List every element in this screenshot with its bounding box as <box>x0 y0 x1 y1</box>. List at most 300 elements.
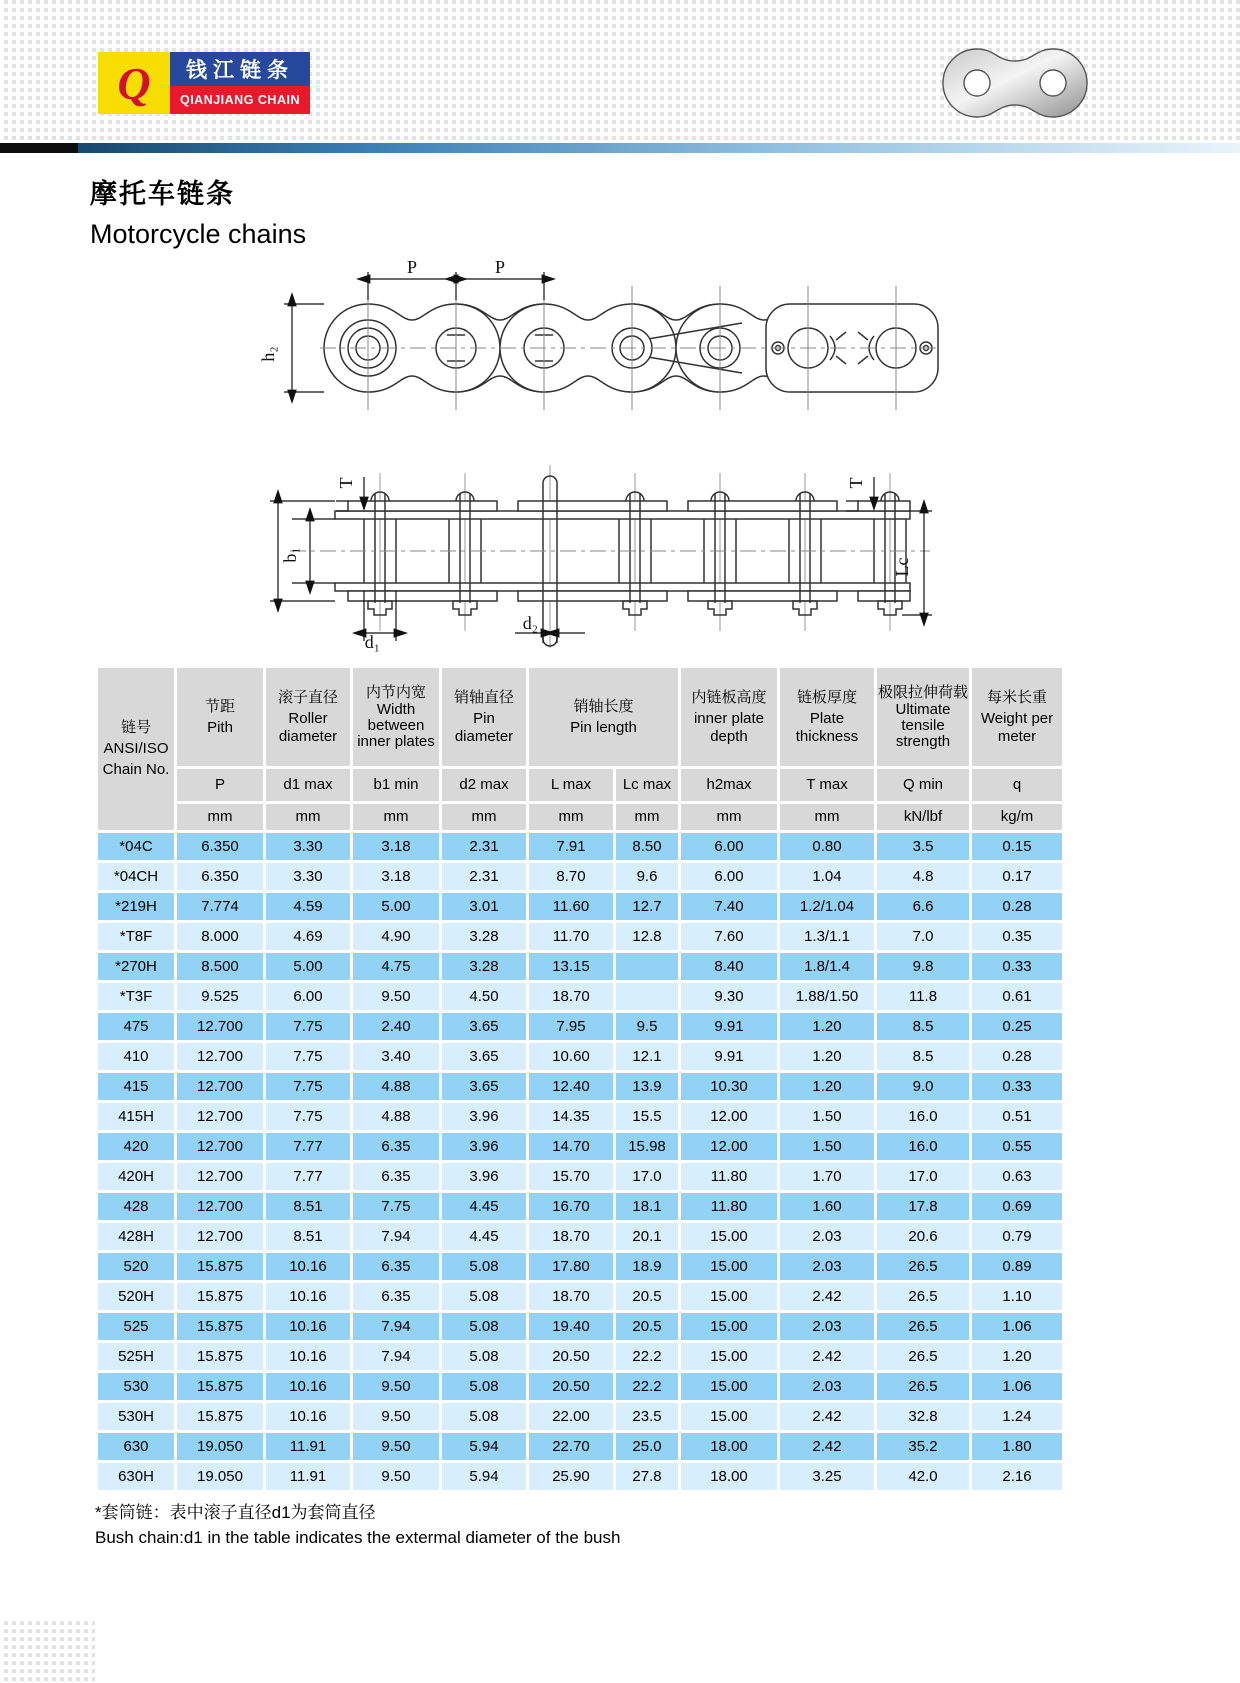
table-cell: 25.0 <box>616 1433 678 1460</box>
table-cell: 15.98 <box>616 1133 678 1160</box>
chain-no-cell: 415H <box>98 1103 174 1130</box>
table-cell: 6.35 <box>353 1283 439 1310</box>
table-cell: 9.0 <box>877 1073 969 1100</box>
table-cell: 7.60 <box>681 923 777 950</box>
table-cell: 4.88 <box>353 1073 439 1100</box>
chain-no-cell: *04C <box>98 833 174 860</box>
table-cell: 0.33 <box>972 953 1062 980</box>
table-cell: 15.00 <box>681 1313 777 1340</box>
table-cell: 20.1 <box>616 1223 678 1250</box>
table-cell: 11.8 <box>877 983 969 1010</box>
table-cell: 2.42 <box>780 1403 874 1430</box>
table-cell: 5.94 <box>442 1433 526 1460</box>
table-cell: 12.1 <box>616 1043 678 1070</box>
table-cell: 7.40 <box>681 893 777 920</box>
chain-no-cell: 428H <box>98 1223 174 1250</box>
table-cell <box>616 953 678 980</box>
chain-no-cell: 520 <box>98 1253 174 1280</box>
chain-col-cn: 链号 <box>120 719 151 736</box>
table-cell: 18.00 <box>681 1433 777 1460</box>
table-cell: 8.000 <box>177 923 263 950</box>
chain-no-cell: *T8F <box>98 923 174 950</box>
chain-no-cell: 475 <box>98 1013 174 1040</box>
table-cell: 6.35 <box>353 1133 439 1160</box>
table-row <box>98 1283 1062 1310</box>
col-header-inner-width <box>353 668 439 766</box>
table-cell: 14.70 <box>529 1133 613 1160</box>
table-cell: 0.80 <box>780 833 874 860</box>
table-row <box>98 983 1062 1010</box>
unit-p: mm <box>177 804 263 830</box>
table-cell: 1.60 <box>780 1193 874 1220</box>
table-cell: 16.0 <box>877 1133 969 1160</box>
divider-black-segment <box>0 143 78 153</box>
table-cell: 2.40 <box>353 1013 439 1040</box>
pitch-cn: 节距 <box>204 697 235 715</box>
table-cell: 3.25 <box>780 1463 874 1490</box>
table-cell: 5.00 <box>266 953 350 980</box>
table-cell: 6.350 <box>177 863 263 890</box>
table-cell: 26.5 <box>877 1343 969 1370</box>
table-cell: 1.04 <box>780 863 874 890</box>
table-cell: 3.96 <box>442 1133 526 1160</box>
table-cell: 13.9 <box>616 1073 678 1100</box>
table-cell: 14.35 <box>529 1103 613 1130</box>
table-row <box>98 1193 1062 1220</box>
chain-no-cell: 420H <box>98 1163 174 1190</box>
chain-no-cell: 428 <box>98 1193 174 1220</box>
table-cell: 9.50 <box>353 1433 439 1460</box>
table-cell: 3.28 <box>442 953 526 980</box>
table-row <box>98 1043 1062 1070</box>
table-cell: 1.88/1.50 <box>780 983 874 1010</box>
table-row <box>98 833 1062 860</box>
unit-h2: mm <box>681 804 777 830</box>
col-header-roller-diameter <box>266 668 350 766</box>
table-cell: 22.00 <box>529 1403 613 1430</box>
roller-en: Roller diameter <box>278 709 338 745</box>
table-cell: 6.35 <box>353 1163 439 1190</box>
col-header-weight <box>972 668 1062 766</box>
table-cell: 11.70 <box>529 923 613 950</box>
table-cell: 3.96 <box>442 1103 526 1130</box>
table-cell: 9.50 <box>353 983 439 1010</box>
table-cell: 15.70 <box>529 1163 613 1190</box>
table-cell: 19.050 <box>177 1463 263 1490</box>
table-cell: 15.00 <box>681 1283 777 1310</box>
footnotes <box>95 1498 620 1548</box>
table-row <box>98 923 1062 950</box>
table-cell: 15.5 <box>616 1103 678 1130</box>
sym-d1: d1 max <box>266 769 350 801</box>
table-cell: 1.24 <box>972 1403 1062 1430</box>
table-cell: 7.94 <box>353 1343 439 1370</box>
dim-label-p1: P <box>406 260 418 277</box>
table-cell: 7.75 <box>266 1043 350 1070</box>
table-cell: 1.06 <box>972 1373 1062 1400</box>
table-cell: 3.30 <box>266 833 350 860</box>
unit-q: kg/m <box>972 804 1062 830</box>
table-cell <box>616 983 678 1010</box>
table-cell: 9.50 <box>353 1403 439 1430</box>
col-header-inner-plate-depth <box>681 668 777 766</box>
table-cell: 9.8 <box>877 953 969 980</box>
table-cell: 13.15 <box>529 953 613 980</box>
table-cell: 10.16 <box>266 1313 350 1340</box>
dim-label-p2: P <box>494 260 506 277</box>
table-cell: 7.77 <box>266 1163 350 1190</box>
chain-plan-view-diagram <box>240 443 940 653</box>
table-cell: 15.875 <box>177 1403 263 1430</box>
table-cell: 10.16 <box>266 1343 350 1370</box>
table-cell: 0.63 <box>972 1163 1062 1190</box>
table-row <box>98 953 1062 980</box>
table-cell: 20.50 <box>529 1373 613 1400</box>
table-cell: 15.00 <box>681 1253 777 1280</box>
table-cell: 9.6 <box>616 863 678 890</box>
table-cell: 15.00 <box>681 1223 777 1250</box>
table-cell: 8.50 <box>616 833 678 860</box>
chain-no-cell: 630H <box>98 1463 174 1490</box>
col-header-pin-diameter <box>442 668 526 766</box>
chain-no-cell: 525H <box>98 1343 174 1370</box>
table-cell: 0.69 <box>972 1193 1062 1220</box>
depth-en: inner plate depth <box>693 709 765 745</box>
thick-en: Plate thickness <box>795 709 859 745</box>
table-cell: 2.03 <box>780 1223 874 1250</box>
col-header-pitch <box>177 668 263 766</box>
table-cell: 0.25 <box>972 1013 1062 1040</box>
table-cell: 3.18 <box>353 863 439 890</box>
table-cell: 35.2 <box>877 1433 969 1460</box>
table-cell: 19.40 <box>529 1313 613 1340</box>
table-cell: 12.700 <box>177 1223 263 1250</box>
table-cell: 10.16 <box>266 1373 350 1400</box>
weight-cn: 每米长重 <box>986 688 1047 706</box>
table-cell: 1.70 <box>780 1163 874 1190</box>
table-cell: 1.50 <box>780 1133 874 1160</box>
table-cell: 15.875 <box>177 1313 263 1340</box>
chain-no-cell: *219H <box>98 893 174 920</box>
table-cell: 1.20 <box>972 1343 1062 1370</box>
table-cell: 7.94 <box>353 1223 439 1250</box>
table-cell: 16.0 <box>877 1103 969 1130</box>
table-cell: 1.8/1.4 <box>780 953 874 980</box>
table-cell: 1.3/1.1 <box>780 923 874 950</box>
table-cell: 12.8 <box>616 923 678 950</box>
table-cell: 8.5 <box>877 1013 969 1040</box>
col-header-tensile-strength <box>877 668 969 766</box>
table-cell: 22.2 <box>616 1373 678 1400</box>
table-cell: 0.89 <box>972 1253 1062 1280</box>
page-title-cn: 摩托车链条 <box>90 179 235 209</box>
sym-q-min: Q min <box>877 769 969 801</box>
table-cell: 5.94 <box>442 1463 526 1490</box>
table-cell: 1.50 <box>780 1103 874 1130</box>
table-cell: 15.875 <box>177 1343 263 1370</box>
logo-name-cn: 钱江链条 <box>170 52 310 86</box>
table-cell: 4.45 <box>442 1193 526 1220</box>
pinlen-en: Pin length <box>570 718 637 736</box>
table-cell: 8.500 <box>177 953 263 980</box>
table-cell: 10.60 <box>529 1043 613 1070</box>
table-row <box>98 1163 1062 1190</box>
table-row <box>98 1013 1062 1040</box>
table-cell: 5.08 <box>442 1313 526 1340</box>
table-cell: 18.9 <box>616 1253 678 1280</box>
dim-label-t-left: T <box>336 477 356 489</box>
chain-side-view-diagram <box>250 260 940 432</box>
sym-lc: Lc max <box>616 769 678 801</box>
col-header-pin-length <box>529 668 678 766</box>
table-cell: 1.06 <box>972 1313 1062 1340</box>
table-cell: 4.45 <box>442 1223 526 1250</box>
table-cell: 5.08 <box>442 1403 526 1430</box>
table-cell: 4.59 <box>266 893 350 920</box>
unit-d1: mm <box>266 804 350 830</box>
table-cell: 8.51 <box>266 1193 350 1220</box>
table-cell: 5.08 <box>442 1343 526 1370</box>
chain-no-cell: 630 <box>98 1433 174 1460</box>
table-cell: 2.16 <box>972 1463 1062 1490</box>
table-cell: 26.5 <box>877 1313 969 1340</box>
divider-blue-gradient <box>78 143 1240 153</box>
table-cell: 5.00 <box>353 893 439 920</box>
table-cell: 18.70 <box>529 1283 613 1310</box>
chain-col-en1: ANSI/ISO <box>103 740 169 757</box>
header-band <box>0 0 1240 143</box>
table-row <box>98 1403 1062 1430</box>
chain-no-cell: 520H <box>98 1283 174 1310</box>
table-cell: 11.80 <box>681 1163 777 1190</box>
table-cell: 9.50 <box>353 1373 439 1400</box>
unit-t: mm <box>780 804 874 830</box>
table-cell: 3.65 <box>442 1013 526 1040</box>
table-row <box>98 893 1062 920</box>
chain-no-cell: 525 <box>98 1313 174 1340</box>
tensile-cn: 极限拉伸荷载 <box>877 684 968 702</box>
table-row <box>98 1343 1062 1370</box>
table-cell: 6.6 <box>877 893 969 920</box>
table-cell: 15.00 <box>681 1373 777 1400</box>
table-cell: 12.700 <box>177 1013 263 1040</box>
table-cell: 6.00 <box>681 833 777 860</box>
spec-table-body <box>98 833 1062 1490</box>
dim-label-b1: b₁ <box>280 547 300 563</box>
table-cell: 6.00 <box>681 863 777 890</box>
table-cell: 7.75 <box>266 1103 350 1130</box>
table-cell: 7.77 <box>266 1133 350 1160</box>
table-cell: 26.5 <box>877 1373 969 1400</box>
table-cell: 2.42 <box>780 1343 874 1370</box>
spec-table-wrap <box>95 665 1065 1493</box>
spec-table <box>95 665 1065 1493</box>
company-logo <box>98 52 310 114</box>
table-cell: 16.70 <box>529 1193 613 1220</box>
table-cell: 15.875 <box>177 1253 263 1280</box>
table-cell: 0.33 <box>972 1073 1062 1100</box>
table-cell: 2.31 <box>442 863 526 890</box>
table-cell: 11.60 <box>529 893 613 920</box>
sym-h2: h2max <box>681 769 777 801</box>
table-cell: 3.5 <box>877 833 969 860</box>
logo-monogram-icon: Q <box>98 52 170 114</box>
table-cell: 4.50 <box>442 983 526 1010</box>
dim-label-h2: h₂ <box>258 346 278 362</box>
table-cell: 7.94 <box>353 1313 439 1340</box>
table-cell: 9.91 <box>681 1013 777 1040</box>
sym-l: L max <box>529 769 613 801</box>
table-cell: 20.5 <box>616 1283 678 1310</box>
table-cell: 11.91 <box>266 1433 350 1460</box>
table-cell: 42.0 <box>877 1463 969 1490</box>
logo-name-en: QIANJIANG CHAIN <box>170 86 310 114</box>
chain-no-cell: 420 <box>98 1133 174 1160</box>
table-cell: 11.80 <box>681 1193 777 1220</box>
table-cell: 2.03 <box>780 1373 874 1400</box>
table-cell: 20.50 <box>529 1343 613 1370</box>
table-cell: 3.18 <box>353 833 439 860</box>
sym-q: q <box>972 769 1062 801</box>
table-cell: 1.10 <box>972 1283 1062 1310</box>
table-cell: 3.28 <box>442 923 526 950</box>
table-cell: 12.700 <box>177 1163 263 1190</box>
table-cell: 25.90 <box>529 1463 613 1490</box>
table-cell: 3.65 <box>442 1073 526 1100</box>
title-block <box>90 172 306 250</box>
table-cell: 2.31 <box>442 833 526 860</box>
pinlen-cn: 销轴长度 <box>573 697 634 715</box>
table-cell: 2.03 <box>780 1313 874 1340</box>
table-row <box>98 1253 1062 1280</box>
table-cell: 3.01 <box>442 893 526 920</box>
table-cell: 15.875 <box>177 1373 263 1400</box>
chain-no-cell: 530 <box>98 1373 174 1400</box>
table-cell: 4.75 <box>353 953 439 980</box>
chain-no-cell: *270H <box>98 953 174 980</box>
pitch-en: Pith <box>207 718 233 736</box>
table-cell: 8.5 <box>877 1043 969 1070</box>
table-cell: 1.20 <box>780 1043 874 1070</box>
logo-text <box>170 52 310 114</box>
table-row <box>98 1313 1062 1340</box>
table-cell: 0.79 <box>972 1223 1062 1250</box>
unit-b1: mm <box>353 804 439 830</box>
unit-q-min: kN/lbf <box>877 804 969 830</box>
table-row <box>98 1373 1062 1400</box>
chain-no-cell: *T3F <box>98 983 174 1010</box>
table-cell: 12.00 <box>681 1133 777 1160</box>
table-cell: 20.6 <box>877 1223 969 1250</box>
table-row <box>98 1133 1062 1160</box>
table-cell: 10.16 <box>266 1253 350 1280</box>
table-cell: 18.70 <box>529 983 613 1010</box>
table-cell: 9.50 <box>353 1463 439 1490</box>
table-cell: 4.90 <box>353 923 439 950</box>
weight-en: Weight per meter <box>980 709 1054 745</box>
table-cell: 27.8 <box>616 1463 678 1490</box>
tensile-en: Ultimate tensile strength <box>895 701 951 750</box>
table-cell: 20.5 <box>616 1313 678 1340</box>
table-cell: 1.2/1.04 <box>780 893 874 920</box>
table-cell: 12.700 <box>177 1193 263 1220</box>
col-header-chain-no <box>98 668 174 830</box>
table-cell: 3.40 <box>353 1043 439 1070</box>
table-cell: 23.5 <box>616 1403 678 1430</box>
roller-cn: 滚子直径 <box>277 688 338 706</box>
table-cell: 0.61 <box>972 983 1062 1010</box>
table-row <box>98 1073 1062 1100</box>
table-cell: 6.35 <box>353 1253 439 1280</box>
chain-col-en2: Chain No. <box>102 761 170 778</box>
table-cell: 3.96 <box>442 1163 526 1190</box>
width-cn: 内节内宽 <box>365 684 426 702</box>
table-cell: 15.00 <box>681 1403 777 1430</box>
dim-label-d1: d₁ <box>364 632 380 652</box>
divider-bar <box>0 143 1240 153</box>
table-cell: 12.40 <box>529 1073 613 1100</box>
table-cell: 3.65 <box>442 1043 526 1070</box>
table-cell: 3.30 <box>266 863 350 890</box>
table-cell: 8.70 <box>529 863 613 890</box>
table-row <box>98 1463 1062 1490</box>
unit-l: mm <box>529 804 613 830</box>
table-cell: 7.95 <box>529 1013 613 1040</box>
table-cell: 17.0 <box>877 1163 969 1190</box>
unit-lc: mm <box>616 804 678 830</box>
pindia-cn: 销轴直径 <box>453 688 514 706</box>
dim-label-lc: Lc <box>892 557 912 577</box>
table-row <box>98 863 1062 890</box>
table-cell: 10.16 <box>266 1403 350 1430</box>
sym-d2: d2 max <box>442 769 526 801</box>
table-cell: 4.69 <box>266 923 350 950</box>
table-cell: 17.0 <box>616 1163 678 1190</box>
table-cell: 5.08 <box>442 1283 526 1310</box>
table-cell: 17.80 <box>529 1253 613 1280</box>
table-cell: 2.42 <box>780 1433 874 1460</box>
table-cell: 26.5 <box>877 1253 969 1280</box>
chain-no-cell: 530H <box>98 1403 174 1430</box>
table-cell: 4.8 <box>877 863 969 890</box>
table-cell: 1.20 <box>780 1073 874 1100</box>
table-row <box>98 1103 1062 1130</box>
table-cell: 9.525 <box>177 983 263 1010</box>
table-cell: 12.700 <box>177 1073 263 1100</box>
table-cell: 4.88 <box>353 1103 439 1130</box>
table-cell: 1.20 <box>780 1013 874 1040</box>
table-cell: 9.91 <box>681 1043 777 1070</box>
table-cell: 0.51 <box>972 1103 1062 1130</box>
table-cell: 0.28 <box>972 1043 1062 1070</box>
table-cell: 10.16 <box>266 1283 350 1310</box>
table-cell: 7.0 <box>877 923 969 950</box>
table-cell: 5.08 <box>442 1253 526 1280</box>
sym-b1: b1 min <box>353 769 439 801</box>
table-cell: 19.050 <box>177 1433 263 1460</box>
corner-dot-pattern <box>0 1621 95 1683</box>
unit-d2: mm <box>442 804 526 830</box>
table-cell: 12.7 <box>616 893 678 920</box>
table-cell: 7.75 <box>353 1193 439 1220</box>
dim-label-d2: d₂ <box>522 613 538 633</box>
table-cell: 0.17 <box>972 863 1062 890</box>
table-cell: 10.30 <box>681 1073 777 1100</box>
table-cell: 22.70 <box>529 1433 613 1460</box>
chain-plate-icon <box>940 42 1090 124</box>
table-cell: 7.75 <box>266 1013 350 1040</box>
table-cell: 0.15 <box>972 833 1062 860</box>
